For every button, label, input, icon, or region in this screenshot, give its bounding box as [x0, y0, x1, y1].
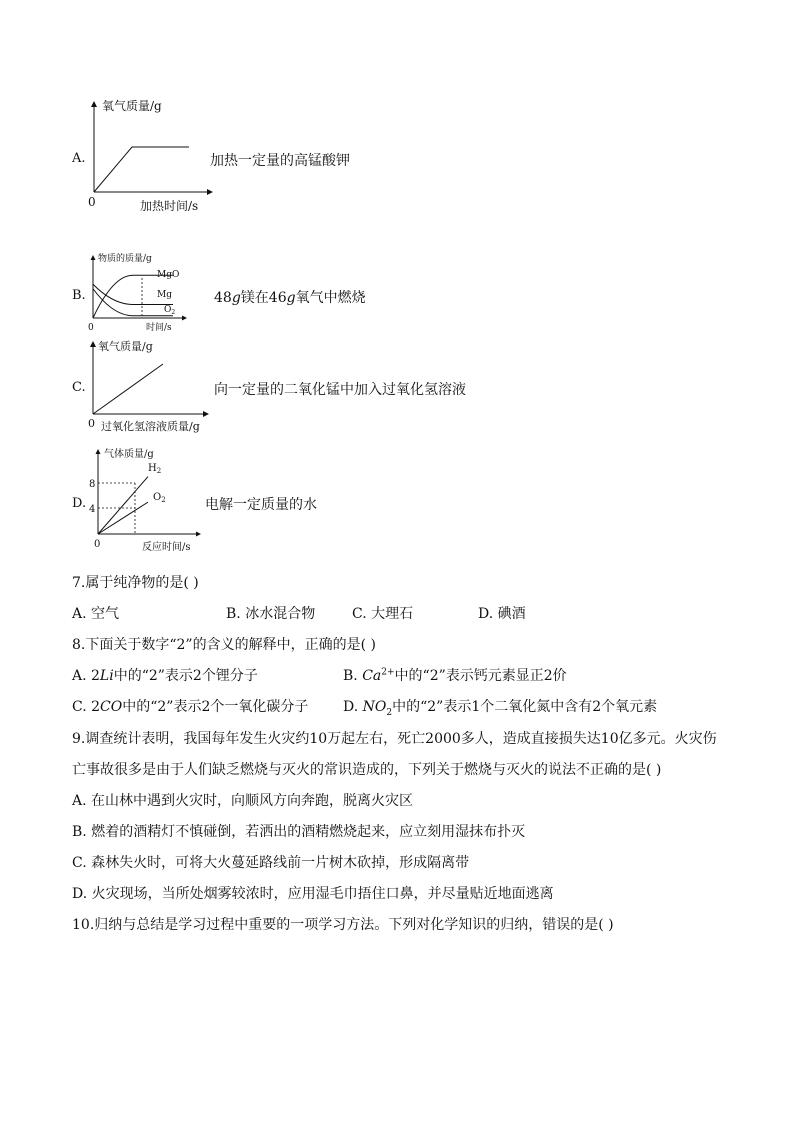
chart-d-label-o2: $O_2$ [153, 492, 166, 504]
q9-option-a: A. 在山林中遇到火灾时，向顺风方向奔跑，脱离火灾区 [72, 793, 414, 809]
chart-a-series-line [94, 147, 189, 192]
option-d-text: 电解一定质量的水 [205, 497, 317, 513]
chart-c [84, 336, 224, 436]
option-b-letter: B. [72, 288, 86, 303]
q10-stem: 10.归纳与总结是学习过程中重要的一项学习方法。下列对化学知识的归纳，错误的是( ) [72, 917, 614, 933]
q8-option-a: A. 2Li中的“2”表示2个锂分子 [72, 668, 258, 684]
chart-b-label-o2: $O_2$ [164, 305, 176, 316]
q8-stem: 8.下面关于数字“2”的含义的解释中，正确的是( ) [72, 637, 376, 653]
q9-stem-line1: 9.调查统计表明，我国每年发生火灾约10万起左右，死亡2000多人，造成直接损失达10亿多元。火灾伤 [72, 731, 717, 747]
option-a-letter: A. [72, 151, 86, 166]
q7-option-b: B. 冰水混合物 [226, 606, 316, 622]
chart-d-series-h2 [98, 477, 148, 534]
chart-a-ylabel: 氧气质量/g [102, 99, 162, 113]
chart-d [84, 446, 214, 556]
chart-d-tick-4: 4 [89, 504, 96, 515]
q9-option-c: C. 森林失火时，可将大火蔓延路线前一片树木砍掉，形成隔离带 [72, 855, 470, 871]
chart-a-origin: 0 [88, 195, 96, 209]
chart-c-origin: 0 [88, 417, 95, 430]
q9-option-d: D. 火灾现场，当所处烟雾较浓时，应用湿毛巾捂住口鼻，并尽量贴近地面逃离 [72, 886, 554, 902]
chart-d-xlabel: 反应时间/s [142, 542, 191, 553]
chart-d-tick-8: 8 [89, 479, 96, 490]
chart-d-ylabel: 气体质量/g [104, 449, 154, 460]
option-d-letter: D. [72, 496, 87, 511]
option-b-unit2: g [286, 290, 296, 306]
q8-option-d: D. $NO_2$中的“2”表示1个二氧化氮中含有2个氧元素 [343, 699, 658, 718]
q7-option-a: A. 空气 [72, 606, 120, 622]
chart-b-origin: 0 [88, 323, 94, 333]
option-b-mid: 镁在46 [240, 290, 287, 306]
chart-b-label-mgo: MgO [157, 270, 180, 280]
chart-d-label-h2: $H_2$ [148, 463, 162, 475]
option-b-mass1: 48 [214, 290, 232, 306]
option-a-text: 加热一定量的高锰酸钾 [210, 153, 350, 169]
option-b-unit1: g [231, 290, 241, 306]
chart-c-ylabel: 氧气质量/g [98, 340, 153, 353]
option-b-post: 氧气中燃烧 [295, 290, 366, 306]
option-c-text: 向一定量的二氧化锰中加入过氧化氢溶液 [214, 382, 466, 398]
chart-a-xlabel: 加热时间/s [140, 199, 199, 213]
option-c-letter: C. [72, 380, 86, 395]
q8-option-b: B. $Ca^{2+}$中的“2”表示钙元素显正2价 [343, 667, 567, 684]
chart-b-label-mg: Mg [157, 290, 172, 300]
chart-c-series-line [93, 364, 163, 414]
q7-option-d: D. 碘酒 [478, 606, 526, 622]
q8-option-c: C. 2CO中的“2”表示2个一氧化碳分子 [72, 699, 309, 715]
option-b-text [214, 287, 366, 307]
chart-b [84, 250, 194, 334]
chart-b-xlabel: 时间/s [146, 323, 172, 333]
chart-d-series-o2 [98, 502, 148, 534]
q9-option-b: B. 燃着的酒精灯不慎碰倒，若洒出的酒精燃烧起来，应立刻用湿抹布扑灭 [72, 824, 526, 840]
q7-stem: 7.属于纯净物的是( ) [72, 575, 199, 591]
chart-c-xlabel: 过氧化氢溶液质量/g [101, 420, 200, 433]
chart-d-origin: 0 [94, 539, 101, 550]
chart-a [84, 96, 224, 216]
q9-stem-line2: 亡事故很多是由于人们缺乏燃烧与灭火的常识造成的，下列关于燃烧与灭火的说法不正确的是( ) [72, 762, 662, 778]
chart-b-ylabel: 物质的质量/g [98, 254, 152, 264]
q7-option-c: C. 大理石 [352, 606, 414, 622]
